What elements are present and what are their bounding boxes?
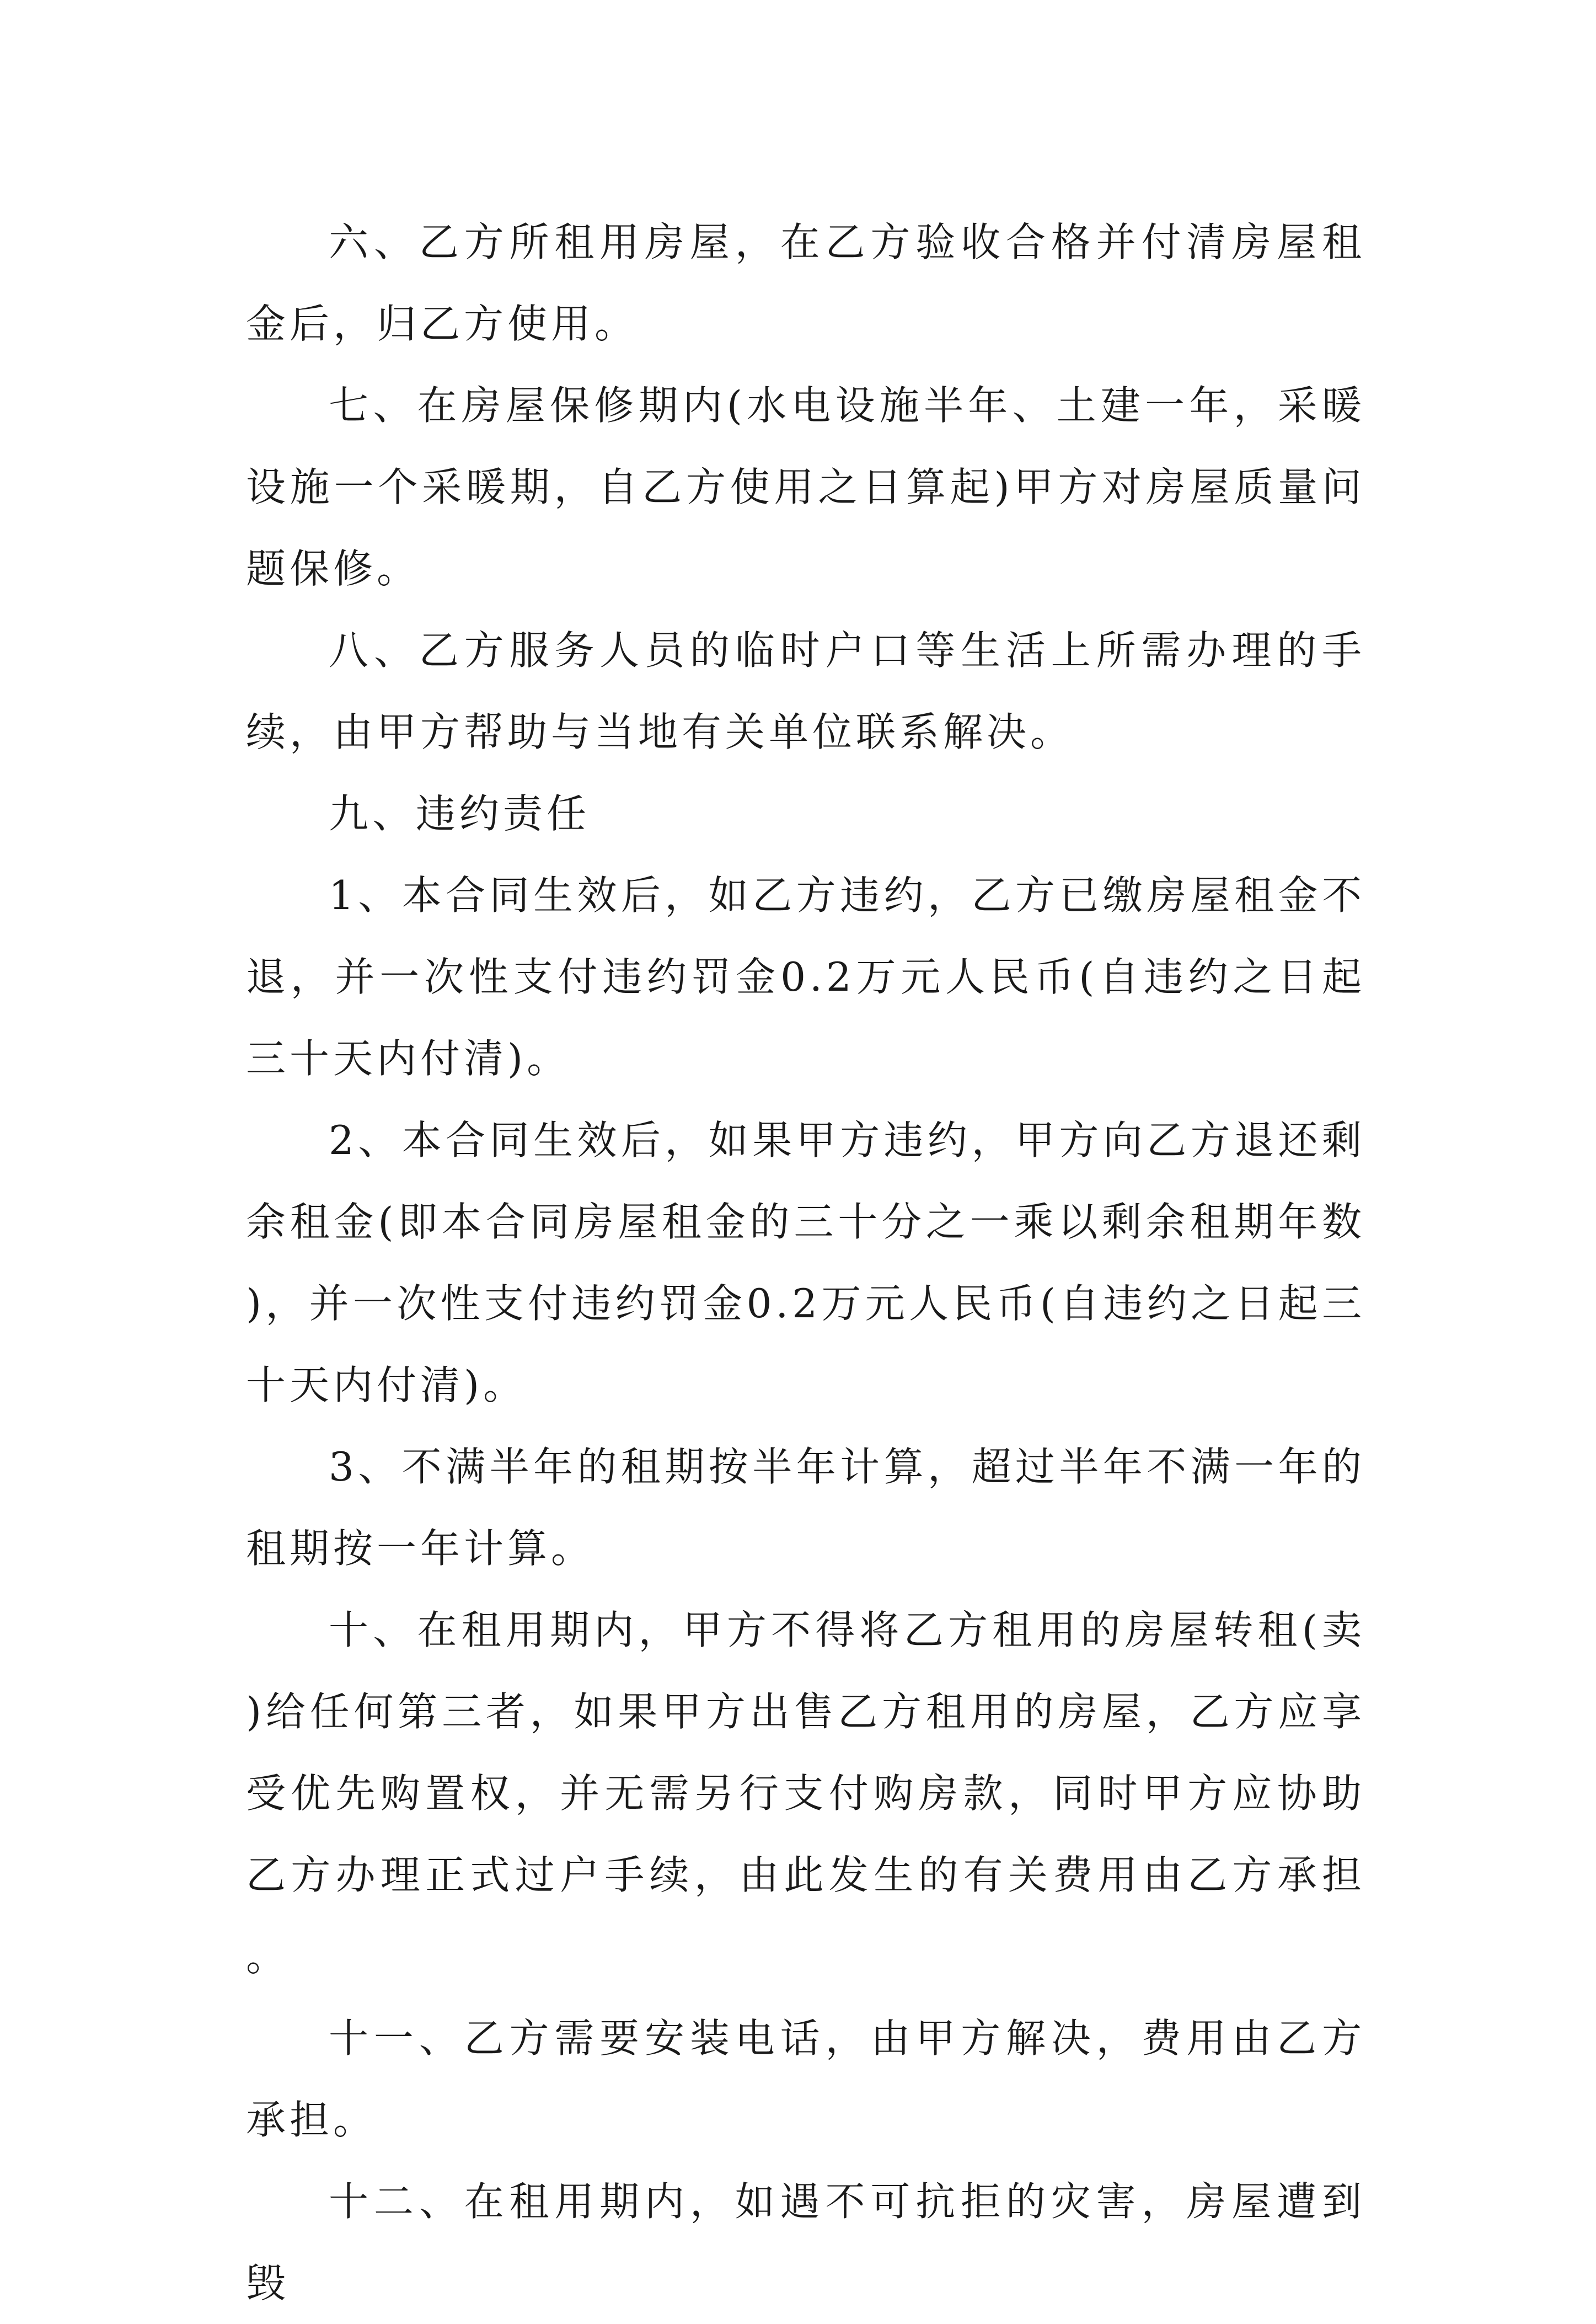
clause-six: 六、乙方所租用房屋，在乙方验收合格并付清房屋租金后，归乙方使用。 (246, 219, 1365, 347)
clause-eleven: 十一、乙方需要安装电话，由甲方解决，费用由乙方承担。 (246, 2015, 1365, 2143)
clause-nine-heading: 九、违约责任 (329, 790, 591, 837)
clause-twelve: 十二、在租用期内，如遇不可抗拒的灾害，房屋遭到毁 (246, 2178, 1365, 2306)
clause-eight: 八、乙方服务人员的临时户口等生活上所需办理的手续，由甲方帮助与当地有关单位联系解决。 (246, 627, 1365, 755)
document-body (246, 201, 1365, 2324)
clause-nine-item-1: 1、本合同生效后，如乙方违约，乙方已缴房屋租金不退，并一次性支付违约罚金0.2万元人民币(自违约之日起三十天内付清)。 (246, 872, 1365, 1082)
clause-nine-item-3: 3、不满半年的租期按半年计算，超过半年不满一年的租期按一年计算。 (246, 1444, 1365, 1572)
clause-ten: 十、在租用期内，甲方不得将乙方租用的房屋转租(卖)给任何第三者，如果甲方出售乙方租用的房屋，乙方应享受优先购置权，并无需另行支付购房款，同时甲方应协助乙方办理正式过户手续，由此发生的有关费用由乙方承担。 (246, 1607, 1365, 1980)
clause-seven: 七、在房屋保修期内(水电设施半年、土建一年，采暖设施一个采暖期，自乙方使用之日算起)甲方对房屋质量问题保修。 (246, 382, 1365, 592)
clause-nine-item-2: 2、本合同生效后，如果甲方违约，甲方向乙方退还剩余租金(即本合同房屋租金的三十分之一乘以剩余租期年数)，并一次性支付违约罚金0.2万元人民币(自违约之日起三十天内付清)。 (246, 1117, 1365, 1408)
